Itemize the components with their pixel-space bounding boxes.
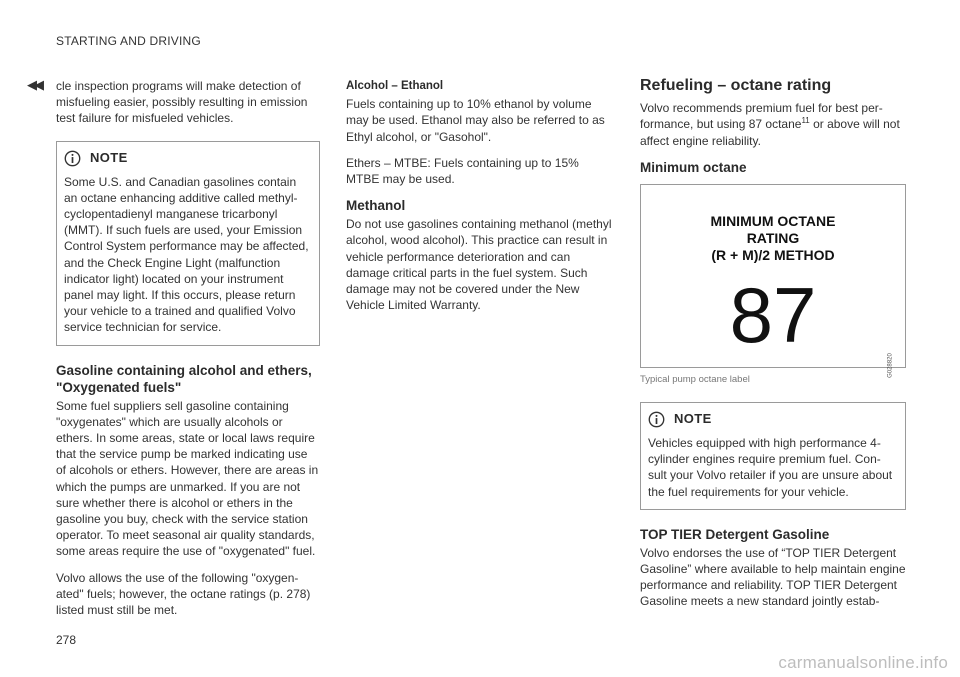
page-number: 278 [56, 633, 77, 647]
note-box-mmt [56, 141, 320, 346]
octane-number: 87 [729, 270, 817, 359]
image-code: G028820 [887, 352, 894, 378]
watermark: carmanualsonline.info [778, 653, 948, 672]
footnote-ref[interactable]: 11 [801, 116, 810, 126]
heading-minimum-octane: Minimum octane [640, 159, 747, 175]
note-title: NOTE [674, 411, 712, 427]
ethanol-paragraph: Fuels containing up to 10% ethanol by volume may be used. Ethanol may also be referred to as Ethyl alcohol, or "Gasohol". [346, 97, 605, 144]
image-caption: Typical pump octane label [640, 373, 750, 385]
octane-intro-text-end: or above will not affect engine reliability. [640, 117, 900, 148]
note-text: Vehicles equipped with high performance 4-cylinder engines require premium fuel. Con-sult your Volvo retailer if you are unsure about the fuel requirements for your vehicle. [648, 436, 893, 499]
heading-octane-rating: Refueling – octane rating [640, 77, 832, 94]
note-header [648, 411, 898, 428]
column-middle [346, 78, 614, 323]
section-heading-oxygenated: Gasoline containing alcohol and ethers, "Oxygenated fuels" [56, 362, 312, 395]
note-text: Some U.S. and Canadian gasolines contain an octane enhancing additive called methyl-cyclopentadienyl manganese tricarbonyl (MMT). If such fuels are used, your Emission Control System performance may be affected, and the Check Engine Light (malfunction indicator light) located on your instrument panel may light. If this occurs, please return your vehicle to a trained and qualified Volvo service technician for service. [64, 174, 309, 335]
note-title: NOTE [90, 150, 128, 165]
mtbe-paragraph: Ethers – MTBE: Fuels containing up to 15% MTBE may be used. [346, 155, 579, 187]
column-left [56, 78, 320, 628]
pump-octane-label-image [640, 184, 906, 378]
column-right [640, 78, 906, 620]
label-line-1: MINIMUM OCTANE [710, 212, 836, 229]
octane-intro-text: Volvo recommends premium fuel for best per-formance, but using 87 octane [640, 101, 883, 132]
intro-paragraph: cle inspection programs will make detection of misfueling easier, possibly resulting in emission test failure for misfueled vehicles. [56, 79, 308, 126]
heading-top-tier: TOP TIER Detergent Gasoline [640, 526, 830, 542]
info-icon [648, 411, 665, 428]
note-box-premium [640, 402, 906, 510]
note-header [64, 150, 312, 167]
oxygenated-paragraph-2: Volvo allows the use of the following "oxygen-ated" fuels; however, the octane ratings (p. 278) listed must still be met. [56, 570, 311, 618]
oxygenated-paragraph-1: Some fuel suppliers sell gasoline containing "oxygenates" which are usually alcohols or ethers. In some areas, state or local laws require that the service pump be marked indicating use of alcohols or ethers. However, there are areas in which the pumps are unmarked. If you are not sure whether there is alcohol or ethers in the gasoline you buy, check with the service station operator. To meet seasonal air quality standards, some areas require the use of "oxygenated" fuel. [56, 398, 319, 559]
heading-methanol: Methanol [346, 198, 406, 214]
label-line-3: (R + M)/2 METHOD [711, 246, 835, 263]
methanol-paragraph: Do not use gasolines containing methanol (methyl alcohol, wood alcohol). This practice can result in vehicle performance deterioration and can damage critical parts in the fuel system. Such damage may not be covered under the New Vehicle Limited Warranty. [346, 217, 612, 313]
label-line-2: RATING [746, 229, 800, 246]
octane-intro [640, 100, 906, 149]
info-icon [64, 150, 81, 167]
continued-marker: ◀◀ [27, 77, 41, 92]
section-header: STARTING AND DRIVING [56, 34, 201, 48]
heading-alcohol-ethanol: Alcohol – Ethanol [346, 80, 444, 92]
top-tier-paragraph: Volvo endorses the use of “TOP TIER Detergent Gasoline” where available to help maintain engine performance and reliability. TOP TIER Detergent Gasoline meets a new standard jointly estab- [640, 545, 906, 609]
